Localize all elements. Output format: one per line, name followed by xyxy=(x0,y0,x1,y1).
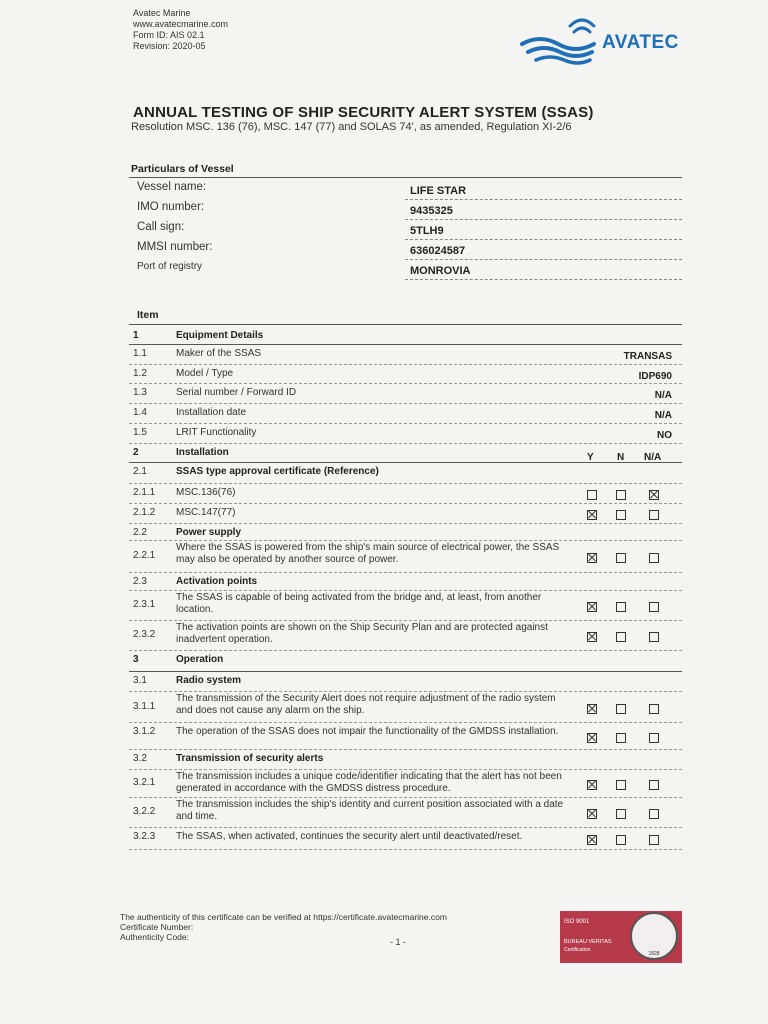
checkbox-na[interactable] xyxy=(649,780,659,790)
particulars-value: LIFE STAR xyxy=(410,185,467,197)
col-y-header: Y xyxy=(587,452,594,463)
checkbox-n[interactable] xyxy=(616,780,626,790)
item-number: 1.1 xyxy=(133,348,147,359)
bureau-veritas-badge xyxy=(560,911,682,963)
item-number: 2.2 xyxy=(133,527,147,538)
item-description: Serial number / Forward ID xyxy=(176,387,297,398)
item-number: 3.2.2 xyxy=(133,806,156,817)
item-number: 3.1.2 xyxy=(133,726,156,737)
item-number: 3.2 xyxy=(133,753,147,764)
particulars-divider xyxy=(405,279,682,280)
checkbox-y[interactable] xyxy=(587,602,597,612)
row-divider xyxy=(129,671,682,672)
checkbox-y[interactable] xyxy=(587,553,597,563)
checkbox-y[interactable] xyxy=(587,780,597,790)
company-info xyxy=(133,8,228,52)
checkbox-n[interactable] xyxy=(616,632,626,642)
checkbox-na[interactable] xyxy=(649,733,659,743)
item-description: Maker of the SSAS xyxy=(176,348,262,359)
particulars-value: 5TLH9 xyxy=(410,225,444,237)
particulars-rule xyxy=(129,177,682,178)
checkbox-na[interactable] xyxy=(649,602,659,612)
row-divider xyxy=(129,462,682,463)
particulars-label: Port of registry xyxy=(137,261,203,272)
checkbox-n[interactable] xyxy=(616,733,626,743)
authenticity-code-label: Authenticity Code: xyxy=(120,932,189,942)
checkbox-na[interactable] xyxy=(649,490,659,500)
company-website: www.avatecmarine.com xyxy=(133,19,229,29)
row-divider xyxy=(129,650,682,651)
checkbox-na[interactable] xyxy=(649,553,659,563)
checkbox-y[interactable] xyxy=(587,733,597,743)
item-number: 3.2.3 xyxy=(133,831,156,842)
item-number: 1 xyxy=(133,330,139,341)
row-divider xyxy=(129,691,682,692)
row-divider xyxy=(129,540,682,541)
col-n-header: N xyxy=(617,452,625,463)
item-value: N/A xyxy=(654,410,672,421)
particulars-divider xyxy=(405,199,682,200)
checkbox-na[interactable] xyxy=(649,632,659,642)
document-subtitle: Resolution MSC. 136 (76), MSC. 147 (77) and SOLAS 74', as amended, Regulation XI-2/6 xyxy=(131,121,572,133)
item-number: 3.1.1 xyxy=(133,700,156,712)
row-divider xyxy=(129,344,682,345)
row-divider xyxy=(129,443,682,444)
item-number: 1.2 xyxy=(133,368,147,379)
item-number: 2.2.1 xyxy=(133,550,156,561)
item-description: The transmission includes the ship's identity and current position associated with a date and time. xyxy=(176,799,564,822)
document-title: ANNUAL TESTING OF SHIP SECURITY ALERT SYSTEM (SSAS) xyxy=(133,104,594,121)
checkbox-na[interactable] xyxy=(649,809,659,819)
particulars-value: 9435325 xyxy=(410,205,453,217)
item-description: The transmission of the Security Alert does not require adjustment of the radio system and does not cause any alarm on the ship. xyxy=(176,693,556,716)
checkbox-n[interactable] xyxy=(616,704,626,714)
seal-year: 1828 xyxy=(648,951,660,957)
item-number: 2.3.2 xyxy=(133,629,156,640)
checkbox-n[interactable] xyxy=(616,835,626,845)
row-divider xyxy=(129,590,682,591)
item-value: IDP690 xyxy=(638,371,672,382)
checkbox-n[interactable] xyxy=(616,553,626,563)
particulars-divider xyxy=(405,239,682,240)
checkbox-n[interactable] xyxy=(616,602,626,612)
row-divider xyxy=(129,383,682,384)
certificate-number-label: Certificate Number: xyxy=(120,922,194,932)
item-description: Power supply xyxy=(176,527,242,538)
form-id: Form ID: AIS 02.1 xyxy=(133,30,205,40)
bureau-veritas-seal-icon xyxy=(630,912,678,960)
row-divider xyxy=(129,749,682,750)
particulars-value: MONROVIA xyxy=(410,265,471,277)
item-description: The operation of the SSAS does not impair the functionality of the GMDSS installation. xyxy=(176,726,559,737)
row-divider xyxy=(129,483,682,484)
item-description: The activation points are shown on the Ship Security Plan and are protected against inadvertent operation. xyxy=(176,622,548,645)
particulars-divider xyxy=(405,259,682,260)
item-number: 2.3.1 xyxy=(133,599,156,610)
item-number: 3 xyxy=(133,654,139,665)
item-description: The SSAS is capable of being activated from the bridge and, at least, from another location. xyxy=(176,592,542,615)
row-divider xyxy=(129,364,682,365)
item-description: Operation xyxy=(176,654,224,665)
item-description: Transmission of security alerts xyxy=(176,753,324,764)
item-value: NO xyxy=(657,430,672,441)
col-na-header: N/A xyxy=(644,452,662,463)
row-divider xyxy=(129,620,682,621)
item-description: The transmission includes a unique code/identifier indicating that the alert has not been generated in accordance with the GMDSS distress procedure. xyxy=(176,771,562,794)
bv-sub-label: Certification xyxy=(564,947,591,953)
item-number: 2.1.1 xyxy=(133,487,156,498)
item-heading: Item xyxy=(137,309,159,321)
item-description: Where the SSAS is powered from the ship's main source of electrical power, the SSAS may also be operated by another source of power. xyxy=(176,542,560,565)
particulars-label: IMO number: xyxy=(137,201,205,213)
item-description: Installation date xyxy=(176,407,247,418)
verify-text: The authenticity of this certificate can be verified at https://certificate.avatecmarine.com xyxy=(120,912,447,922)
bv-label: BUREAU VERITAS xyxy=(564,939,612,945)
item-number: 1.3 xyxy=(133,387,147,398)
item-number: 2.1.2 xyxy=(133,507,156,518)
item-number: 3.2.1 xyxy=(133,777,156,788)
item-description: LRIT Functionality xyxy=(176,427,257,438)
particulars-heading: Particulars of Vessel xyxy=(131,163,234,175)
particulars-label: Vessel name: xyxy=(137,181,207,193)
item-value: TRANSAS xyxy=(623,351,672,362)
item-number: 1.5 xyxy=(133,427,147,438)
item-number: 3.1 xyxy=(133,675,147,686)
row-divider xyxy=(129,769,682,770)
checkbox-na[interactable] xyxy=(649,835,659,845)
row-divider xyxy=(129,827,682,828)
checkbox-y[interactable] xyxy=(587,632,597,642)
row-divider xyxy=(129,423,682,424)
particulars-divider xyxy=(405,219,682,220)
item-description: Installation xyxy=(176,447,229,458)
item-description: Activation points xyxy=(176,576,258,587)
page-number: - 1 - xyxy=(390,937,407,947)
item-description: The SSAS, when activated, continues the security alert until deactivated/reset. xyxy=(176,831,523,842)
item-number: 2.3 xyxy=(133,576,147,587)
table-top-rule xyxy=(129,324,682,325)
row-divider xyxy=(129,722,682,723)
item-description: Radio system xyxy=(176,675,242,686)
particulars-value: 636024587 xyxy=(410,245,466,257)
item-description: MSC.147(77) xyxy=(176,507,236,518)
checkbox-na[interactable] xyxy=(649,704,659,714)
avatec-logo xyxy=(518,14,698,66)
checkbox-y[interactable] xyxy=(587,510,597,520)
checkbox-y[interactable] xyxy=(587,835,597,845)
row-divider xyxy=(129,849,682,850)
logo-text: AVATEC xyxy=(602,32,679,53)
particulars-label: MMSI number: xyxy=(137,241,213,253)
checkbox-y[interactable] xyxy=(587,704,597,714)
item-description: Equipment Details xyxy=(176,330,264,341)
checkbox-n[interactable] xyxy=(616,490,626,500)
row-divider xyxy=(129,403,682,404)
row-divider xyxy=(129,797,682,798)
row-divider xyxy=(129,572,682,573)
row-divider xyxy=(129,523,682,524)
item-number: 2 xyxy=(133,447,139,458)
item-description: SSAS type approval certificate (Reference) xyxy=(176,466,379,477)
checkbox-y[interactable] xyxy=(587,809,597,819)
company-name: Avatec Marine xyxy=(133,8,191,18)
item-number: 1.4 xyxy=(133,407,147,418)
item-value: N/A xyxy=(654,390,672,401)
item-number: 2.1 xyxy=(133,466,147,477)
row-divider xyxy=(129,503,682,504)
wave-logo-icon xyxy=(518,14,600,66)
checkbox-n[interactable] xyxy=(616,510,626,520)
revision: Revision: 2020-05 xyxy=(133,41,206,51)
checkbox-y[interactable] xyxy=(587,490,597,500)
checkbox-na[interactable] xyxy=(649,510,659,520)
checkbox-n[interactable] xyxy=(616,809,626,819)
particulars-label: Call sign: xyxy=(137,221,185,233)
item-description: MSC.136(76) xyxy=(176,487,236,498)
item-description: Model / Type xyxy=(176,368,234,379)
iso-label: ISO 9001 xyxy=(564,919,590,925)
